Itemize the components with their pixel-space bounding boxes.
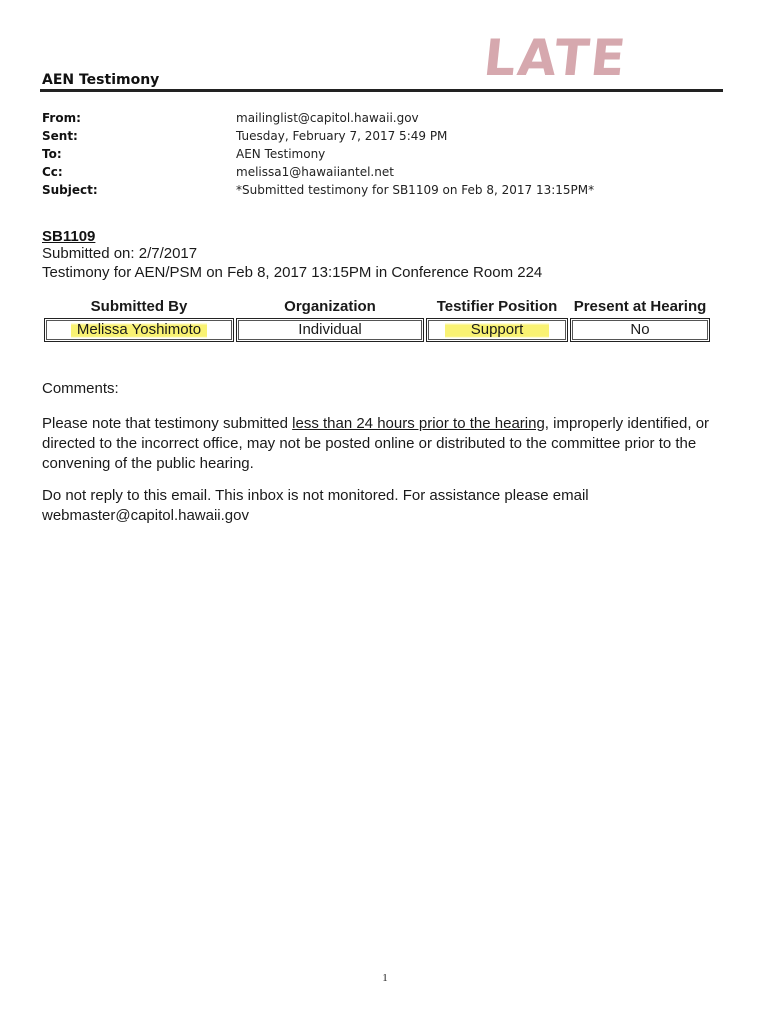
column-header-submitted-by: Submitted By (90, 298, 188, 315)
testimony-table-row (0, 318, 770, 344)
highlighted-name: Melissa Yoshimoto (71, 321, 207, 338)
hearing-line: Testimony for AEN/PSM on Feb 8, 2017 13:15PM in Conference Room 224 (42, 264, 543, 281)
cell-position (426, 318, 568, 342)
header-value: AEN Testimony (236, 147, 326, 161)
bill-number: SB1109 (42, 228, 96, 245)
header-value: *Submitted testimony for SB1109 on Feb 8, 2017 13:15PM* (236, 183, 595, 197)
notice-text-end: , improperly identified, or directed to the incorrect office, may not be posted online or distributed to the committee prior to the convening of the public hearing. (42, 415, 710, 472)
email-headers (42, 109, 594, 199)
header-value: Tuesday, February 7, 2017 5:49 PM (236, 129, 448, 143)
header-to (42, 145, 594, 163)
header-label: Cc: (42, 165, 63, 179)
column-header-present: Present at Hearing (573, 298, 707, 315)
notice-paragraph (42, 414, 732, 474)
comments-label: Comments: (42, 380, 119, 397)
cell-present: No (570, 318, 710, 342)
late-stamp: LATE (480, 29, 630, 87)
column-header-position: Testifier Position (436, 298, 558, 315)
header-label: Subject: (42, 183, 98, 197)
header-cc (42, 163, 594, 181)
header-sent (42, 127, 594, 145)
header-value: melissa1@hawaiiantel.net (236, 165, 394, 179)
highlighted-position: Support (445, 321, 550, 338)
header-label: Sent: (42, 129, 78, 143)
header-label: To: (42, 147, 62, 161)
notice-underlined: less than 24 hours prior to the hearing (292, 415, 545, 432)
column-header-organization: Organization (284, 298, 376, 315)
header-value: mailinglist@capitol.hawaii.gov (236, 111, 419, 125)
header-label: From: (42, 111, 81, 125)
page-number: 1 (382, 972, 388, 984)
email-title: AEN Testimony (42, 72, 160, 88)
header-subject (42, 181, 594, 199)
cell-organization: Individual (236, 318, 424, 342)
testimony-table-header (0, 298, 770, 318)
testimony-meta (42, 244, 542, 282)
footer-note: Do not reply to this email. This inbox is not monitored. For assistance please email webmaster@capitol.hawaii.gov (42, 487, 589, 524)
notice-text-start: Please note that testimony submitted (42, 415, 293, 432)
submitted-on: Submitted on: 2/7/2017 (42, 245, 198, 262)
title-divider (40, 89, 723, 92)
cell-submitted-by (44, 318, 234, 342)
header-from (42, 109, 594, 127)
